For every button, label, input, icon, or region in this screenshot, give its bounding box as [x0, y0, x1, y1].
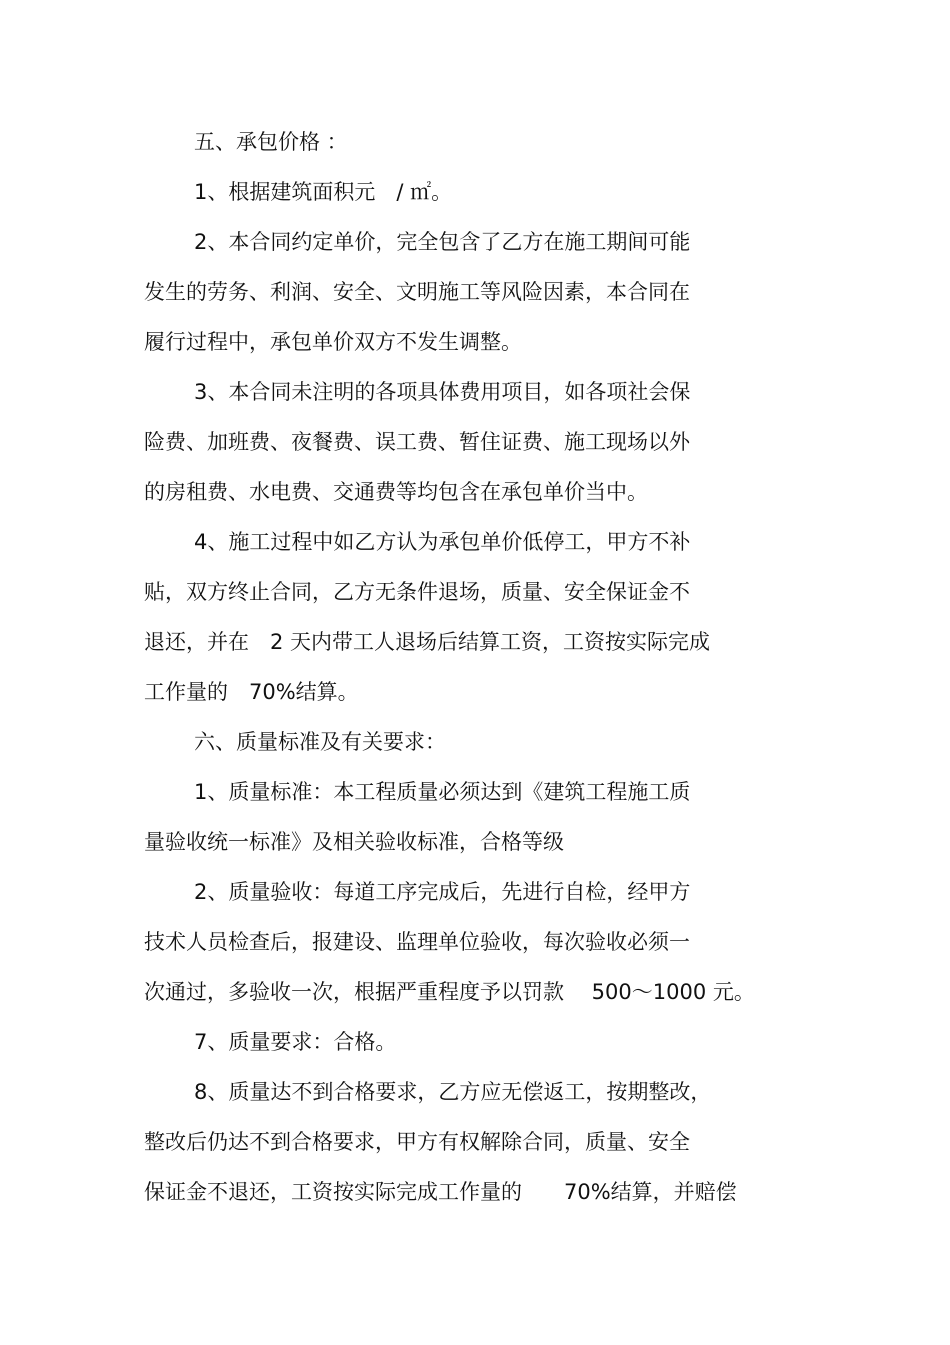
paragraph-line: 整改后仍达不到合格要求，甲方有权解除合同，质量、安全: [144, 1130, 690, 1154]
paragraph-line: 4、施工过程中如乙方认为承包单价低停工，甲方不补: [194, 530, 691, 554]
paragraph-line: 8、质量达不到合格要求，乙方应无偿返工，按期整改，: [194, 1080, 712, 1104]
section-heading-contract-price: 五、承包价格 ：: [194, 130, 348, 154]
section-heading-quality-standards: 六、质量标准及有关要求：: [194, 730, 446, 754]
paragraph-line: 1、根据建筑面积元 / ㎡。: [194, 180, 453, 204]
paragraph-line: 技术人员检查后，报建设、监理单位验收，每次验收必须一: [144, 930, 690, 954]
paragraph-line: 退还，并在 2 天内带工人退场后结算工资，工资按实际完成: [144, 630, 711, 654]
paragraph-line: 3、本合同未注明的各项具体费用项目，如各项社会保: [194, 380, 691, 404]
paragraph-line: 1、质量标准：本工程质量必须达到《建筑工程施工质: [194, 780, 691, 804]
paragraph-line: 履行过程中，承包单价双方不发生调整。: [144, 330, 522, 354]
paragraph-line: 贴，双方终止合同，乙方无条件退场，质量、安全保证金不: [144, 580, 690, 604]
paragraph-line: 2、本合同约定单价，完全包含了乙方在施工期间可能: [194, 230, 691, 254]
paragraph-line: 7、质量要求：合格。: [194, 1030, 397, 1054]
paragraph-line: 工作量的 70%结算。: [144, 680, 359, 704]
paragraph-line: 2、质量验收：每道工序完成后，先进行自检，经甲方: [194, 880, 691, 904]
paragraph-line: 保证金不退还，工资按实际完成工作量的 70%结算，并赔偿: [144, 1180, 737, 1204]
paragraph-line: 的房租费、水电费、交通费等均包含在承包单价当中。: [144, 480, 648, 504]
paragraph-line: 量验收统一标准》及相关验收标准，合格等级: [144, 830, 564, 854]
paragraph-line: 次通过，多验收一次，根据严重程度予以罚款 500～1000 元。: [144, 980, 755, 1004]
paragraph-line: 发生的劳务、利润、安全、文明施工等风险因素，本合同在: [144, 280, 690, 304]
paragraph-line: 险费、加班费、夜餐费、误工费、暂住证费、施工现场以外: [144, 430, 690, 454]
